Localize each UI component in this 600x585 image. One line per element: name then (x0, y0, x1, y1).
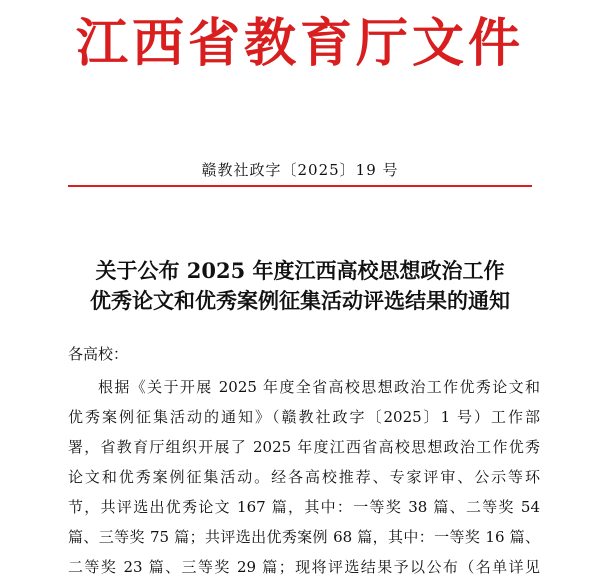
red-divider-line (68, 185, 532, 187)
document-number: 赣教社政字〔2025〕19 号 (201, 161, 399, 179)
body-paragraph (68, 372, 540, 582)
title-line-2: 优秀论文和优秀案例征集活动评选结果的通知 (90, 288, 510, 313)
document-title (0, 256, 600, 316)
issuer-header: 江西省教育厅文件 (75, 13, 524, 74)
title-line-1: 关于公布 2025 年度江西高校思想政治工作 (95, 258, 505, 283)
body-line: 论文和优秀案例征集活动。经各高校推荐、专家评审、公示等环 (68, 468, 540, 486)
body-line: 篇、三等奖 75 篇；共评选出优秀案例 68 篇，其中：一等奖 16 篇、 (68, 528, 540, 546)
body-line: 节，共评选出优秀论文 167 篇，其中：一等奖 38 篇、二等奖 54 (68, 498, 540, 516)
body-line: 二等奖 23 篇、三等奖 29 篇；现将评选结果予以公布（名单详见 (68, 558, 540, 576)
salutation: 各高校： (68, 345, 129, 363)
body-line: 根据《关于开展 2025 年度全省高校思想政治工作优秀论文和 (98, 378, 540, 396)
body-line: 署，省教育厅组织开展了 2025 年度江西省高校思想政治工作优秀 (68, 438, 540, 456)
body-line: 优秀案例征集活动的通知》（赣教社政字〔2025〕1 号）工作部 (68, 408, 540, 426)
